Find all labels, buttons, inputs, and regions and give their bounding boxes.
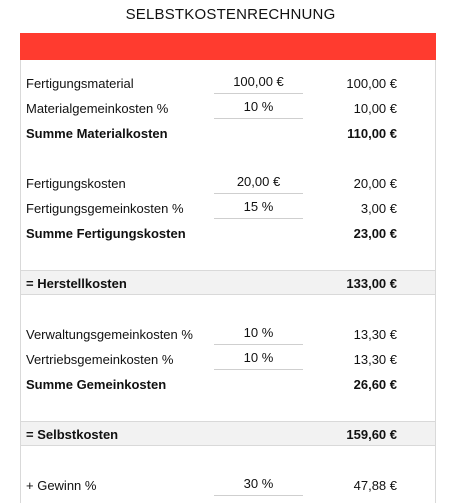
row-vertriebsgemeinkosten — [21, 346, 435, 371]
input-vertriebsgemeinkosten[interactable]: 10 % — [214, 346, 303, 370]
result-materialgemeinkosten: 10,00 € — [353, 101, 397, 116]
input-gewinn[interactable]: 30 % — [214, 472, 303, 496]
label-fertigungskosten: Fertigungskosten — [26, 176, 126, 191]
label-gewinn: + Gewinn % — [26, 478, 97, 493]
input-fertigungsmaterial[interactable]: 100,00 € — [214, 70, 303, 94]
result-fertigungskosten: 20,00 € — [353, 176, 397, 191]
label-selbstkosten: = Selbstkosten — [26, 427, 119, 442]
row-materialgemeinkosten — [21, 95, 435, 120]
page-title: SELBSTKOSTENRECHNUNG — [125, 6, 336, 23]
label-vertriebsgemeinkosten: Vertriebsgemeinkosten % — [26, 352, 174, 367]
label-summe-fertigungskosten: Summe Fertigungskosten — [26, 226, 186, 241]
row-fertigungsgemeinkosten — [21, 195, 435, 220]
result-selbstkosten: 159,60 € — [346, 427, 397, 442]
result-fertigungsgemeinkosten: 3,00 € — [360, 201, 397, 216]
result-summe-fertigungskosten: 23,00 € — [353, 226, 397, 241]
input-fertigungskosten[interactable]: 20,00 € — [214, 170, 303, 194]
input-verwaltungsgemeinkosten[interactable]: 10 % — [214, 321, 303, 345]
row-verwaltungsgemeinkosten — [21, 321, 435, 346]
label-summe-materialkosten: Summe Materialkosten — [26, 126, 168, 141]
result-vertriebsgemeinkosten: 13,30 € — [353, 352, 397, 367]
label-materialgemeinkosten: Materialgemeinkosten % — [26, 101, 169, 116]
row-fertigungsmaterial — [21, 70, 435, 95]
result-herstellkosten: 133,00 € — [346, 276, 397, 291]
label-verwaltungsgemeinkosten: Verwaltungsgemeinkosten % — [26, 327, 193, 342]
header-bar — [20, 33, 436, 60]
row-summe-fertigungskosten — [21, 220, 435, 245]
row-selbstkosten — [21, 421, 435, 446]
input-fertigungsgemeinkosten[interactable]: 15 % — [214, 195, 303, 219]
result-gewinn: 47,88 € — [353, 478, 397, 493]
input-materialgemeinkosten[interactable]: 10 % — [214, 95, 303, 119]
result-summe-gemeinkosten: 26,60 € — [353, 377, 397, 392]
row-summe-gemeinkosten — [21, 371, 435, 396]
label-summe-gemeinkosten: Summe Gemeinkosten — [26, 377, 167, 392]
row-gewinn — [21, 472, 435, 497]
label-herstellkosten: = Herstellkosten — [26, 276, 127, 291]
row-herstellkosten — [21, 270, 435, 295]
result-fertigungsmaterial: 100,00 € — [346, 76, 397, 91]
label-fertigungsgemeinkosten: Fertigungsgemeinkosten % — [26, 201, 184, 216]
row-summe-materialkosten — [21, 120, 435, 145]
label-fertigungsmaterial: Fertigungsmaterial — [26, 76, 134, 91]
row-fertigungskosten — [21, 170, 435, 195]
result-summe-materialkosten: 110,00 € — [347, 126, 397, 141]
result-verwaltungsgemeinkosten: 13,30 € — [353, 327, 397, 342]
